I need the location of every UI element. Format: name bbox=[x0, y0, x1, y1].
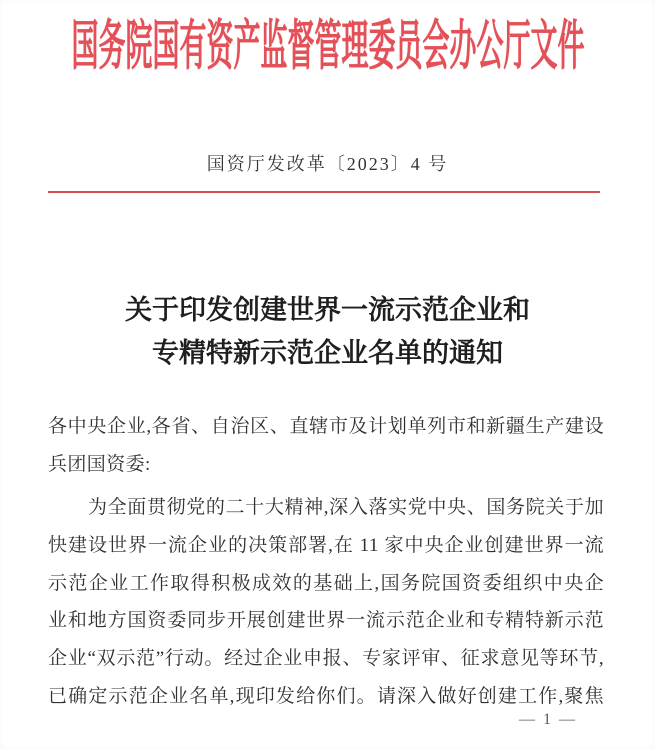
document-title-line-2: 专精特新示范企业名单的通知 bbox=[152, 338, 503, 368]
addressee-line-1: 各中央企业,各省、自治区、直辖市及计划单列市和新疆生产建设 bbox=[48, 416, 604, 437]
body-paragraph bbox=[48, 489, 608, 715]
body-line-4: 业和地方国资委同步开展创建世界一流示范企业和专精特新示范 bbox=[48, 610, 604, 632]
document-title-line-1: 关于印发创建世界一流示范企业和 bbox=[125, 295, 530, 325]
addressee-line-2: 兵团国资委: bbox=[48, 453, 151, 475]
document-body bbox=[48, 408, 608, 716]
addressee-block bbox=[48, 408, 608, 483]
red-divider-rule bbox=[48, 191, 600, 193]
document-title bbox=[0, 289, 655, 375]
body-line-3: 示范企业工作取得积极成效的基础上,国务院国资委组织中央企 bbox=[48, 572, 604, 594]
body-line-1: 为全面贯彻党的二十大精神,深入落实党中央、国务院关于加 bbox=[88, 497, 604, 519]
body-line-6: 已确定示范企业名单,现印发给你们。请深入做好创建工作,聚焦 bbox=[48, 685, 604, 707]
issuing-authority-banner: 国务院国有资产监督管理委员会办公厅文件 bbox=[71, 16, 584, 76]
document-reference-number: 国资厅发改革〔2023〕4 号 bbox=[206, 154, 449, 174]
red-header-banner bbox=[0, 14, 655, 79]
page-number: — 1 — bbox=[519, 711, 577, 728]
body-line-5: 企业“双示范”行动。经过企业申报、专家评审、征求意见等环节, bbox=[48, 648, 604, 670]
body-line-2: 快建设世界一流企业的决策部署,在 11 家中央企业创建世界一流 bbox=[48, 535, 604, 557]
